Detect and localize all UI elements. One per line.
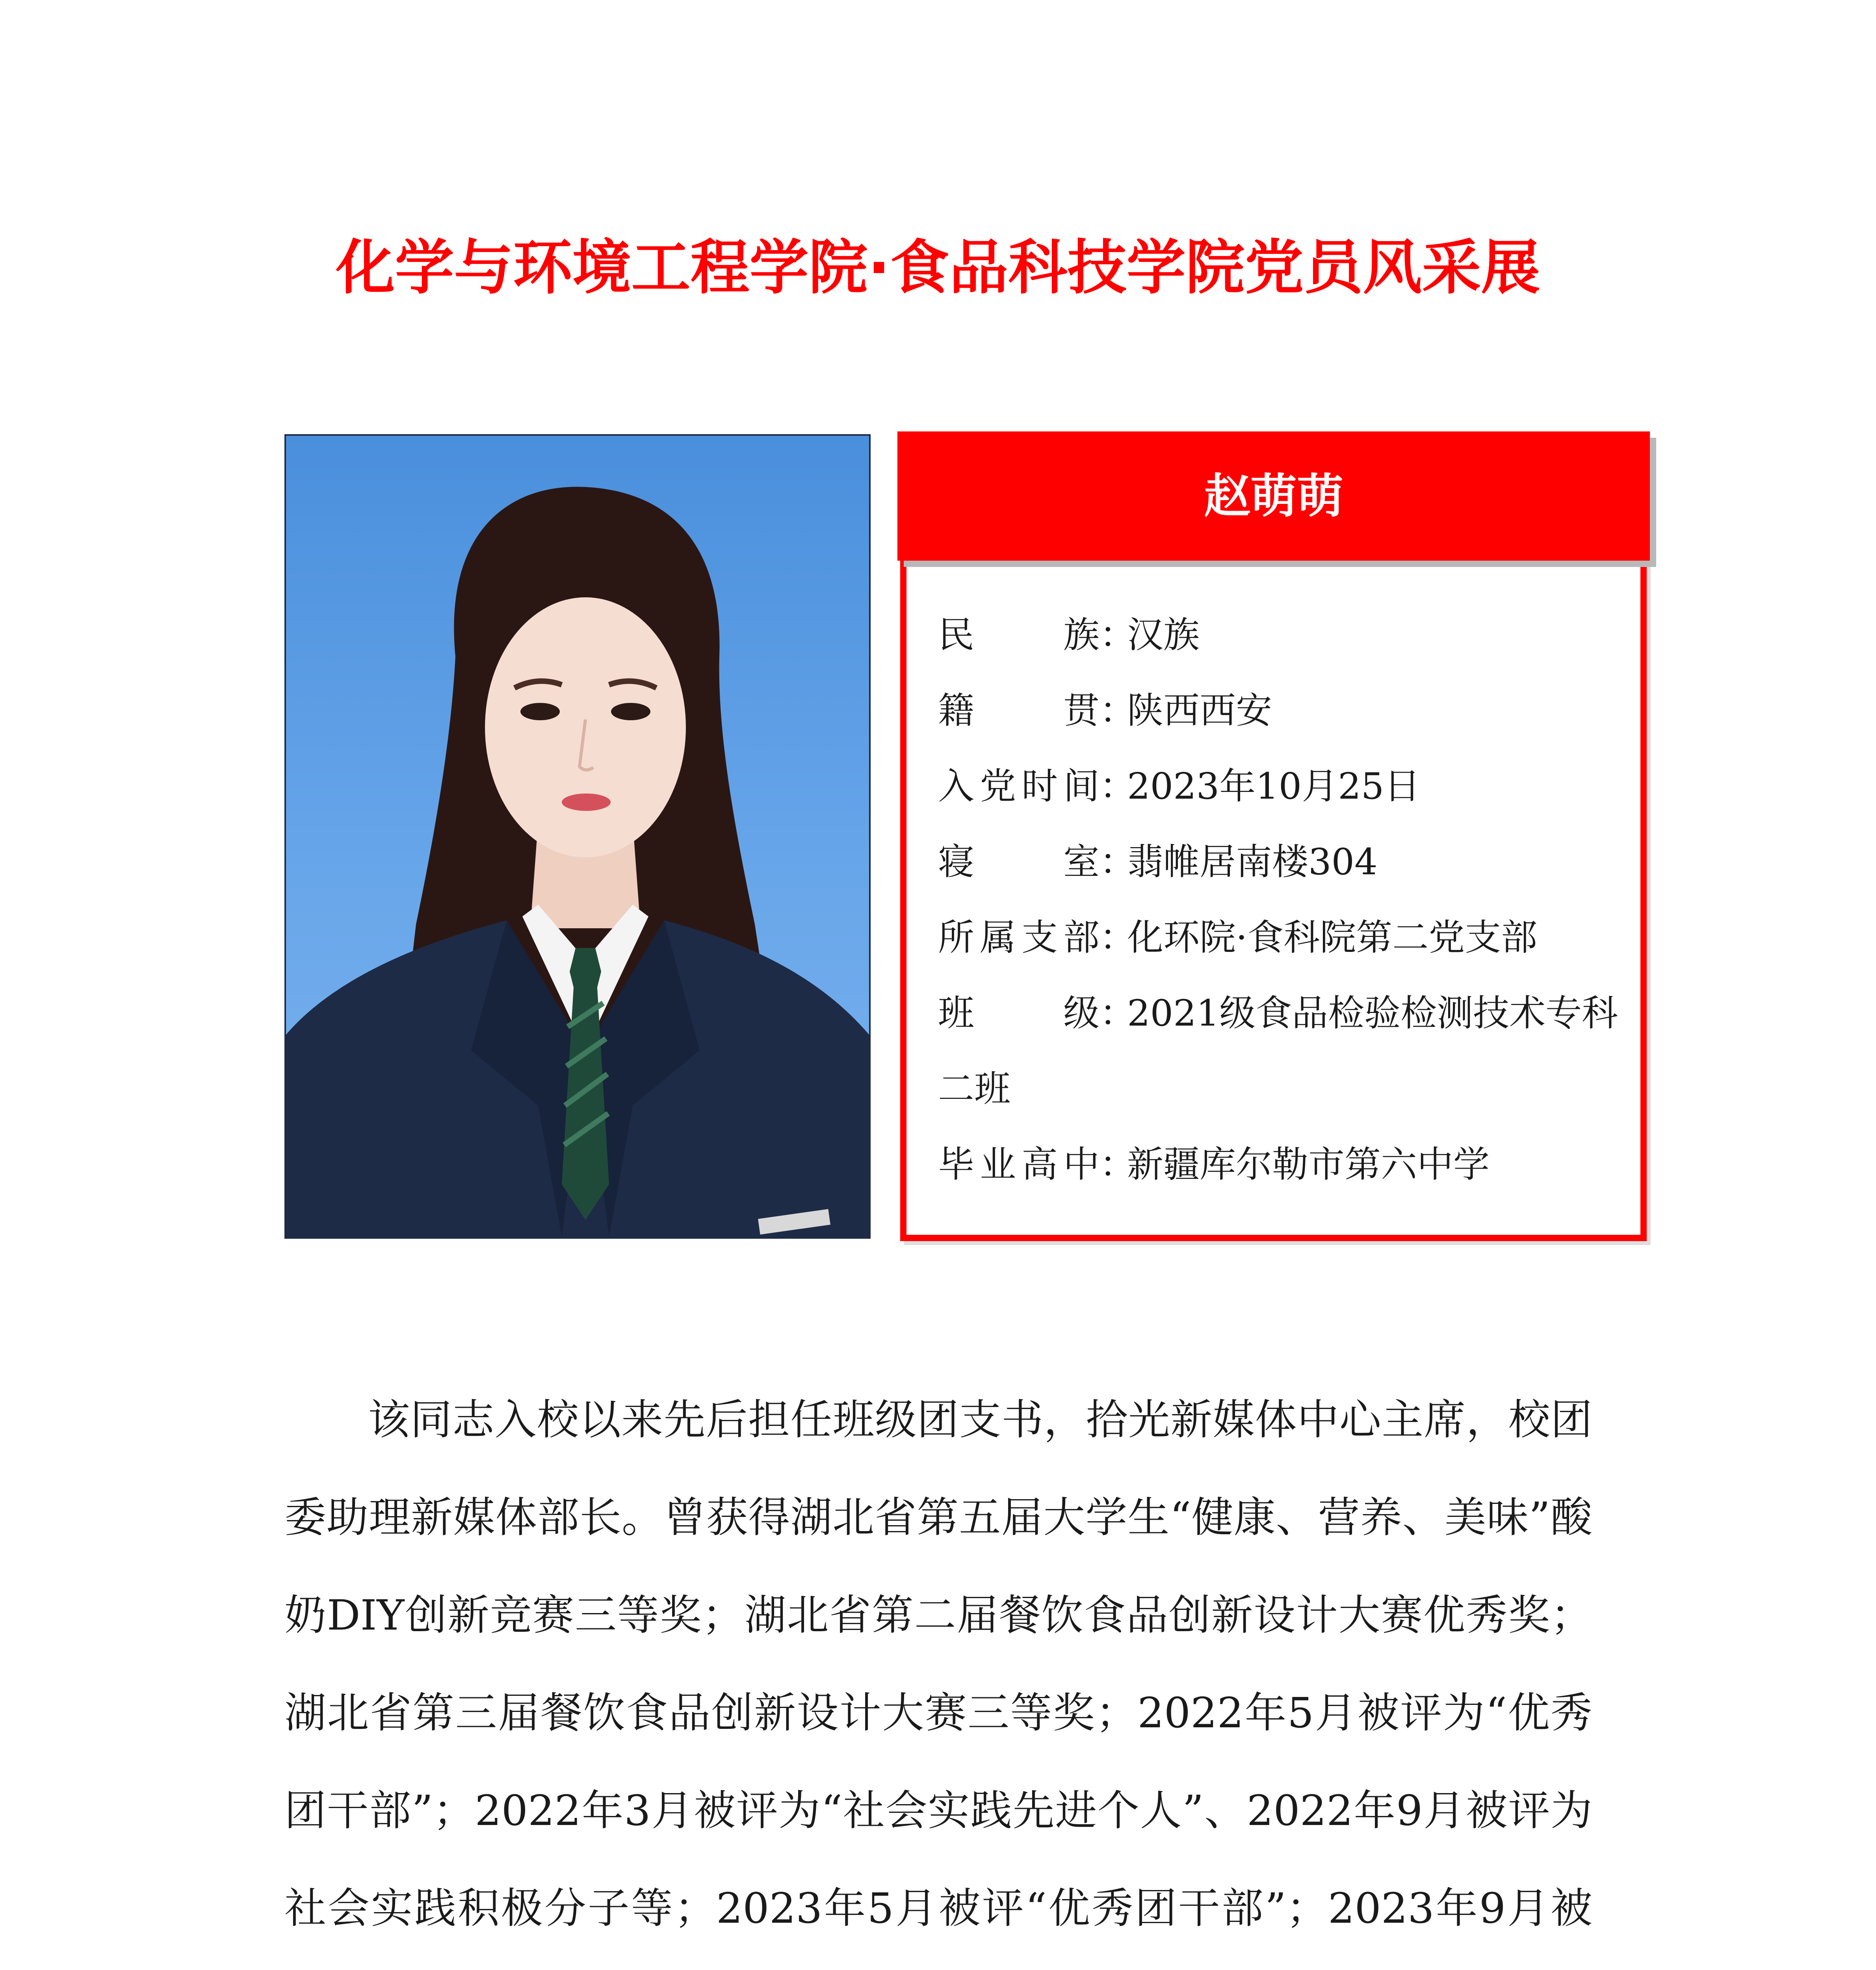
member-info-list (938, 597, 1635, 1202)
info-separator: ： (1100, 614, 1136, 656)
info-separator: ： (1100, 916, 1136, 959)
info-value: 汉族 (1127, 614, 1200, 656)
info-row-join-date (938, 749, 1635, 824)
info-label: 入党时间 (938, 765, 1100, 807)
info-label: 籍贯 (938, 690, 1100, 732)
portrait-photo (284, 434, 871, 1239)
info-value: 化环院·食科院第二党支部 (1127, 916, 1538, 959)
info-row-party-branch (938, 900, 1635, 976)
info-value: 2023年10月25日 (1127, 765, 1421, 807)
info-label: 班级 (938, 992, 1100, 1034)
info-separator: ： (1100, 1143, 1136, 1186)
info-row-hometown (938, 673, 1635, 749)
info-label: 民族 (938, 614, 1100, 656)
info-row-dormitory (938, 824, 1635, 900)
info-label: 毕业高中 (938, 1143, 1100, 1186)
info-label: 寝室 (938, 841, 1100, 883)
info-separator: ： (1100, 992, 1136, 1034)
info-row-high-school (938, 1127, 1635, 1202)
member-info-card (900, 556, 1647, 1241)
info-separator: ： (1100, 765, 1136, 807)
info-value: 陕西西安 (1127, 690, 1272, 732)
info-row-ethnicity (938, 597, 1635, 673)
info-label: 所属支部 (938, 916, 1100, 959)
info-value: 2021级食品检验检测技术专科二班 (938, 992, 1618, 1110)
info-value: 新疆库尔勒市第六中学 (1127, 1143, 1490, 1186)
member-description: 该同志入校以来先后担任班级团支书，拾光新媒体中心主席，校团委助理新媒体部长。曾获得湖北省第五届大学生“健康、营养、美味”酸奶DIY创新竞赛三等奖；湖北省第二届餐饮食品创新设计大赛优秀奖；湖北省第三届餐饮食品创新设计大赛三等奖；2022年5月被评为“优秀团干部”；2022年3月被评为“社会实践先进个人”、2022年9月被评为社会实践积极分子等；2023年5月被评“优秀团干部”；2023年9月被 (284, 1396, 1592, 1933)
name-banner (897, 431, 1650, 561)
member-name: 赵萌萌 (1204, 469, 1343, 523)
page-title: 化学与环境工程学院·食品科技学院党员风采展 (336, 234, 1540, 302)
info-value: 翡帷居南楼304 (1127, 841, 1378, 883)
info-row-class (938, 976, 1635, 1127)
info-separator: ： (1100, 841, 1136, 883)
info-separator: ： (1100, 690, 1136, 732)
